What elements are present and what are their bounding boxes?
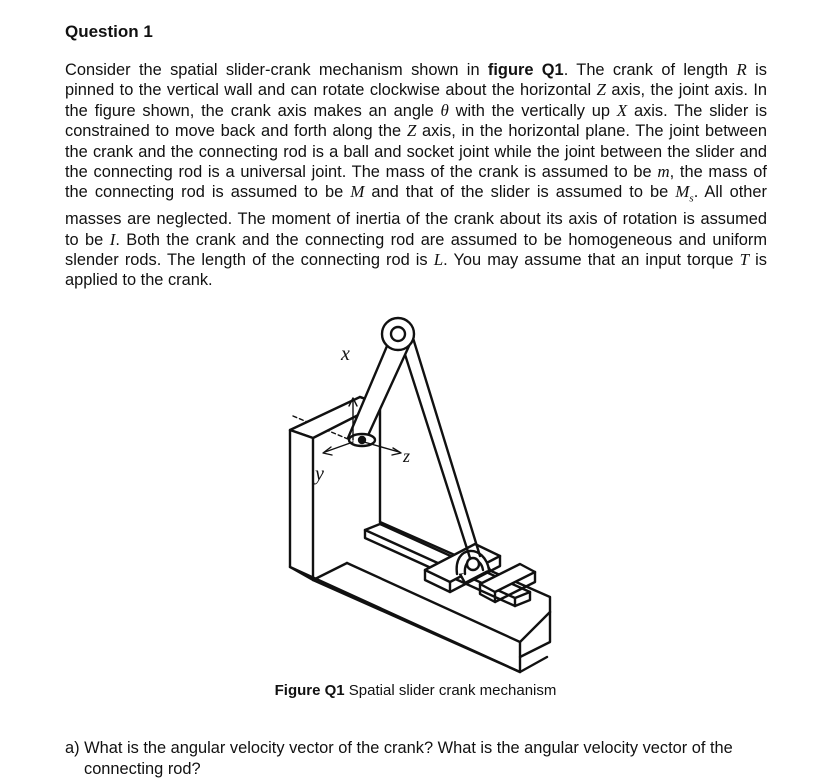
z-axis-label: z <box>403 446 411 466</box>
sub-question-text: What is the angular velocity vector of the crank? What is the angular velocity vector of the connecting rod? <box>79 739 733 778</box>
question-heading: Question 1 <box>65 22 153 41</box>
slider-crank-figure <box>285 312 555 674</box>
figure-reference: figure Q1 <box>487 61 564 79</box>
problem-statement: Consider the spatial slider-crank mechanism shown in figure Q1. The crank of length R is pinned to the vertical wall and can rotate clockwise about the horizontal Z axis, the joint axis. In the figure shown, the crank axis makes an angle θ with the vertically up X axis. The slider is constrained to move back and forth along the Z axis, in the horizontal plane. The joint between the crank and the connecting rod is a ball and socket joint while the joint between the slider and the connecting rod is a universal joint. The mass of the crank is assumed to be m, the mass of the connecting rod is assumed to be M and that of the slider is assumed to be $M_s$. All other masses are neglected. The moment of inertia of the crank about its axis of rotation is assumed to be I. Both the crank and the connecting rod are assumed to be homogeneous and uniform slender rods. The length of the connecting rod is L. You may assume that an input torque T is applied to the crank. <box>65 60 768 290</box>
sub-question-label: a) <box>65 739 80 757</box>
figure-caption-text: Spatial slider crank mechanism <box>344 682 557 699</box>
sub-question-a <box>65 738 770 780</box>
y-axis-label: y <box>315 463 324 485</box>
z-axis-arrow <box>364 442 399 452</box>
figure-caption <box>0 682 831 699</box>
connecting-rod <box>401 338 480 558</box>
figure-caption-label: Figure Q1 <box>274 682 345 699</box>
x-axis-label: x <box>341 343 350 365</box>
y-axis-arrow <box>325 442 353 452</box>
